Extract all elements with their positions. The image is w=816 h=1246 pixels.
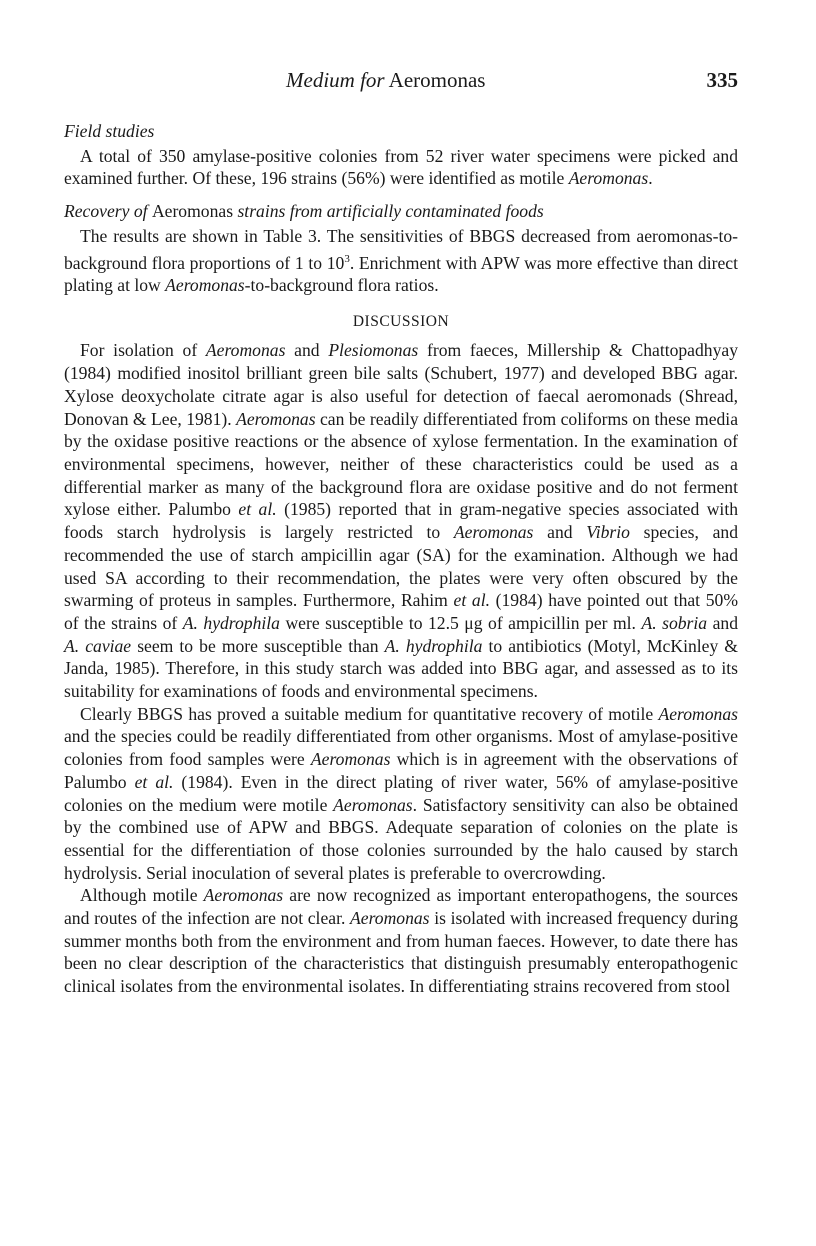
paragraph: For isolation of Aeromonas and Plesiomonas from faeces, Millership & Chattopadhyay (1984) modified inositol brilliant green bile salts (Schubert, 1977) and developed BBG agar. Xylose deoxycholate citrate agar is also useful for detection of faecal aeromonads (Shread, Donovan & Lee, 1981). Aeromonas can be readily differentiated from coliforms on these media by the oxidase positive reactions or the absence of xylose fermentation. In the examination of environmental specimens, however, neither of these characteristics could be used as a differential marker as many of the background flora are oxidase positive and do not ferment xylose either. Palumbo et al. (1985) reported that in gram-negative species associated with foods starch hydrolysis is largely restricted to Aeromonas and Vibrio species, and recommended the use of starch ampicillin agar (SA) for the examination. Although we had used SA according to their recommendation, the plates were very often obscured by the swarming of proteus in samples. Furthermore, Rahim et al. (1984) have pointed out that 50% of the strains of A. hydrophila were susceptible to 12.5 μg of ampicillin per ml. A. sobria and A. caviae seem to be more susceptible than A. hydrophila to antibiotics (Motyl, McKinley & Janda, 1985). Therefore, in this study starch was added into BBG agar, and assessed as to its suitability for examinations of foods and environmental specimens. xyxy=(64,340,739,702)
paragraph: The results are shown in Table 3. The sensitivities of BBGS decreased from aeromonas-to-background flora proportions of 1 to $10^3$. Enrichment with APW was more effective than direct plating at low Aeromonas-to-background flora ratios. xyxy=(64,225,739,296)
page-body xyxy=(64,120,738,998)
paragraph: Clearly BBGS has proved a suitable medium for quantitative recovery of motile Aeromonas and the species could be readily differentiated from other organisms. Most of amylase-positive colonies from food samples were Aeromonas which is in agreement with the observations of Palumbo et al. (1984). Even in the direct plating of river water, 56% of amylase-positive colonies on the medium were motile Aeromonas. Satisfactory sensitivity can also be obtained by the combined use of APW and BBGS. Adequate separation of colonies on the plate is essential for the differentiation of those colonies surrounded by the halo caused by starch hydrolysis. Serial inoculation of several plates is preferable to overcrowding. xyxy=(64,703,739,883)
paragraph: A total of 350 amylase-positive colonies from 52 river water specimens were picked and examined further. Of these, 196 strains (56%) were identified as motile Aeromonas. xyxy=(64,145,738,189)
page-number: 335 xyxy=(706,68,738,92)
running-title: Medium for Aeromonas xyxy=(286,68,486,92)
section-heading-recovery: Recovery of Aeromonas strains from artificially contaminated foods xyxy=(64,201,544,222)
section-heading-field-studies: Field studies xyxy=(64,121,155,141)
running-header xyxy=(0,68,816,98)
paragraph: Although motile Aeromonas are now recognized as important enteropathogens, the sources and routes of the infection are not clear. Aeromonas is isolated with increased frequency during summer months both from the environment and from human faeces. However, to date there has been no clear description of the characteristics that distinguish presumably enteropathogenic clinical isolates from the environmental isolates. In differentiating strains recovered from stool xyxy=(64,885,739,997)
section-heading-discussion: DISCUSSION xyxy=(352,312,450,330)
